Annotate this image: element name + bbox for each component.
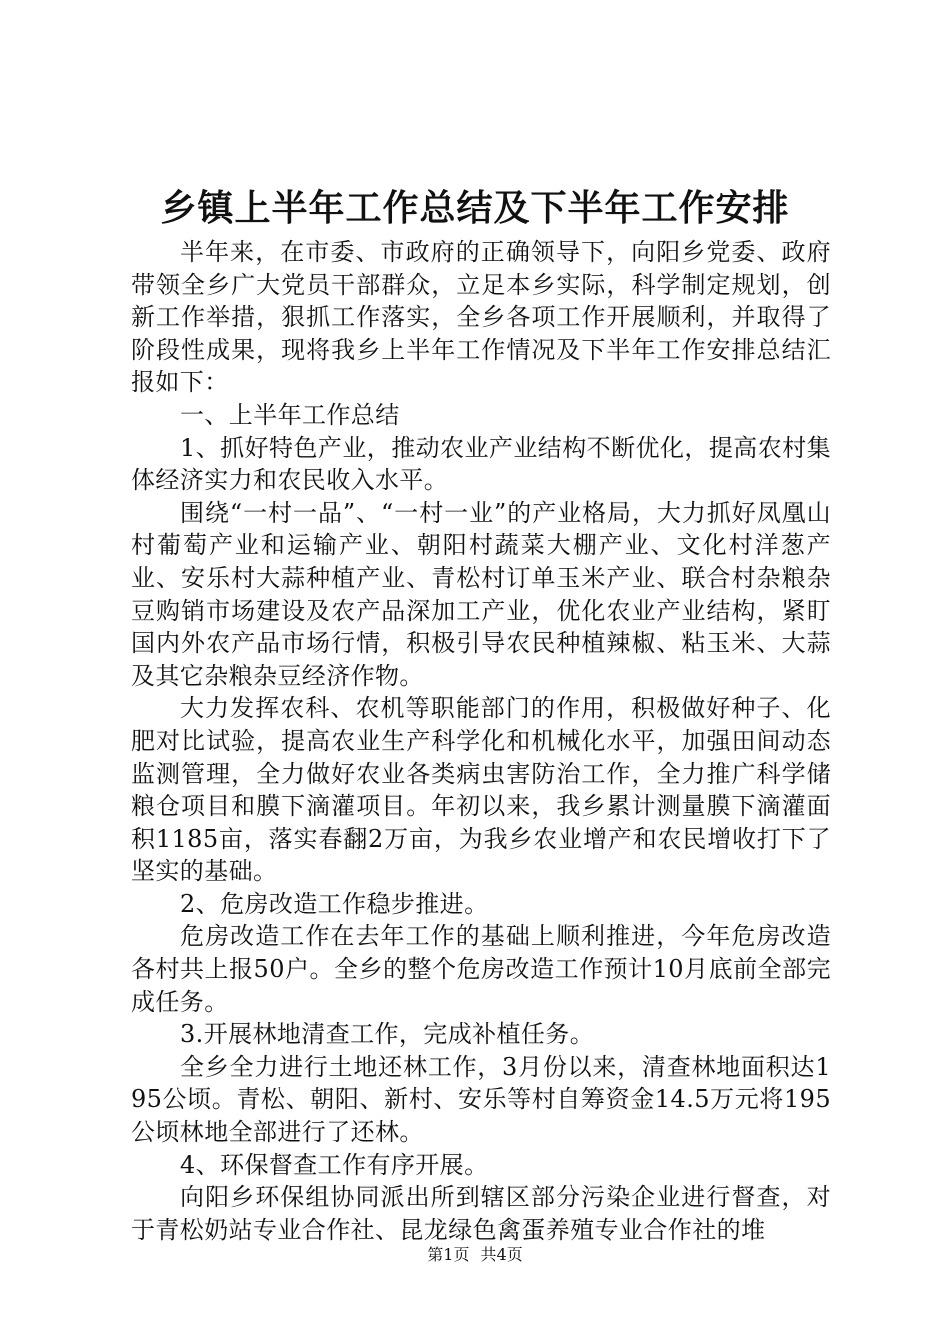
item-heading: 1、抓好特色产业，推动农业产业结构不断优化，提高农村集体经济实力和农民收入水平。 bbox=[131, 433, 831, 495]
page-total: 共4页 bbox=[480, 1245, 523, 1264]
section-heading: 一、上半年工作总结 bbox=[180, 400, 400, 429]
item-heading: 3.开展林地清查工作，完成补植任务。 bbox=[180, 1020, 595, 1049]
paragraph: 危房改造工作在去年工作的基础上顺利推进，今年危房改造各村共上报50户。全乡的整个危房改造工作预计10月底前全部完成任务。 bbox=[131, 922, 831, 1016]
paragraph-intro: 半年来，在市委、市政府的正确领导下，向阳乡党委、政府带领全乡广大党员干部群众，立足本乡实际，科学制定规划，创新工作举措，狠抓工作落实，全乡各项工作开展顺利，并取得了阶段性成果，现将我乡上半年工作情况及下半年工作安排总结汇报如下： bbox=[131, 238, 831, 397]
page-footer bbox=[0, 1244, 950, 1266]
paragraph: 围绕“一村一品”、“一村一业”的产业格局，大力抓好凤凰山村葡萄产业和运输产业、朝阳村蔬菜大棚产业、文化村洋葱产业、安乐村大蒜种植产业、青松村订单玉米产业、联合村杂粮杂豆购销市场建设及农产品深加工产业，优化农业产业结构，紧盯国内外农产品市场行情，积极引导农民种植辣椒、粘玉米、大蒜及其它杂粮杂豆经济作物。 bbox=[131, 498, 831, 690]
paragraph: 向阳乡环保组协同派出所到辖区部分污染企业进行督查，对于青松奶站专业合作社、昆龙绿色禽蛋养殖专业合作社的堆 bbox=[131, 1183, 831, 1244]
paragraph: 大力发挥农科、农机等职能部门的作用，积极做好种子、化肥对比试验，提高农业生产科学化和机械化水平，加强田间动态监测管理，全力做好农业各类病虫害防治工作，全力推广科学储粮仓项目和膜下滴灌项目。年初以来，我乡累计测量膜下滴灌面积1185亩，落实春翻2万亩，为我乡农业增产和农民增收打下了坚实的基础。 bbox=[131, 694, 831, 886]
page-number: 第1页 bbox=[427, 1245, 470, 1264]
item-heading: 4、环保督查工作有序开展。 bbox=[180, 1150, 489, 1179]
document-body bbox=[131, 236, 831, 1246]
paragraph: 全乡全力进行土地还林工作，3月份以来，清查林地面积达195公顷。青松、朝阳、新村、安乐等村自筹资金14.5万元将195公顷林地全部进行了还林。 bbox=[131, 1052, 831, 1147]
document-title: 乡镇上半年工作总结及下半年工作安排 bbox=[160, 188, 790, 229]
item-heading: 2、危房改造工作稳步推进。 bbox=[180, 889, 489, 918]
